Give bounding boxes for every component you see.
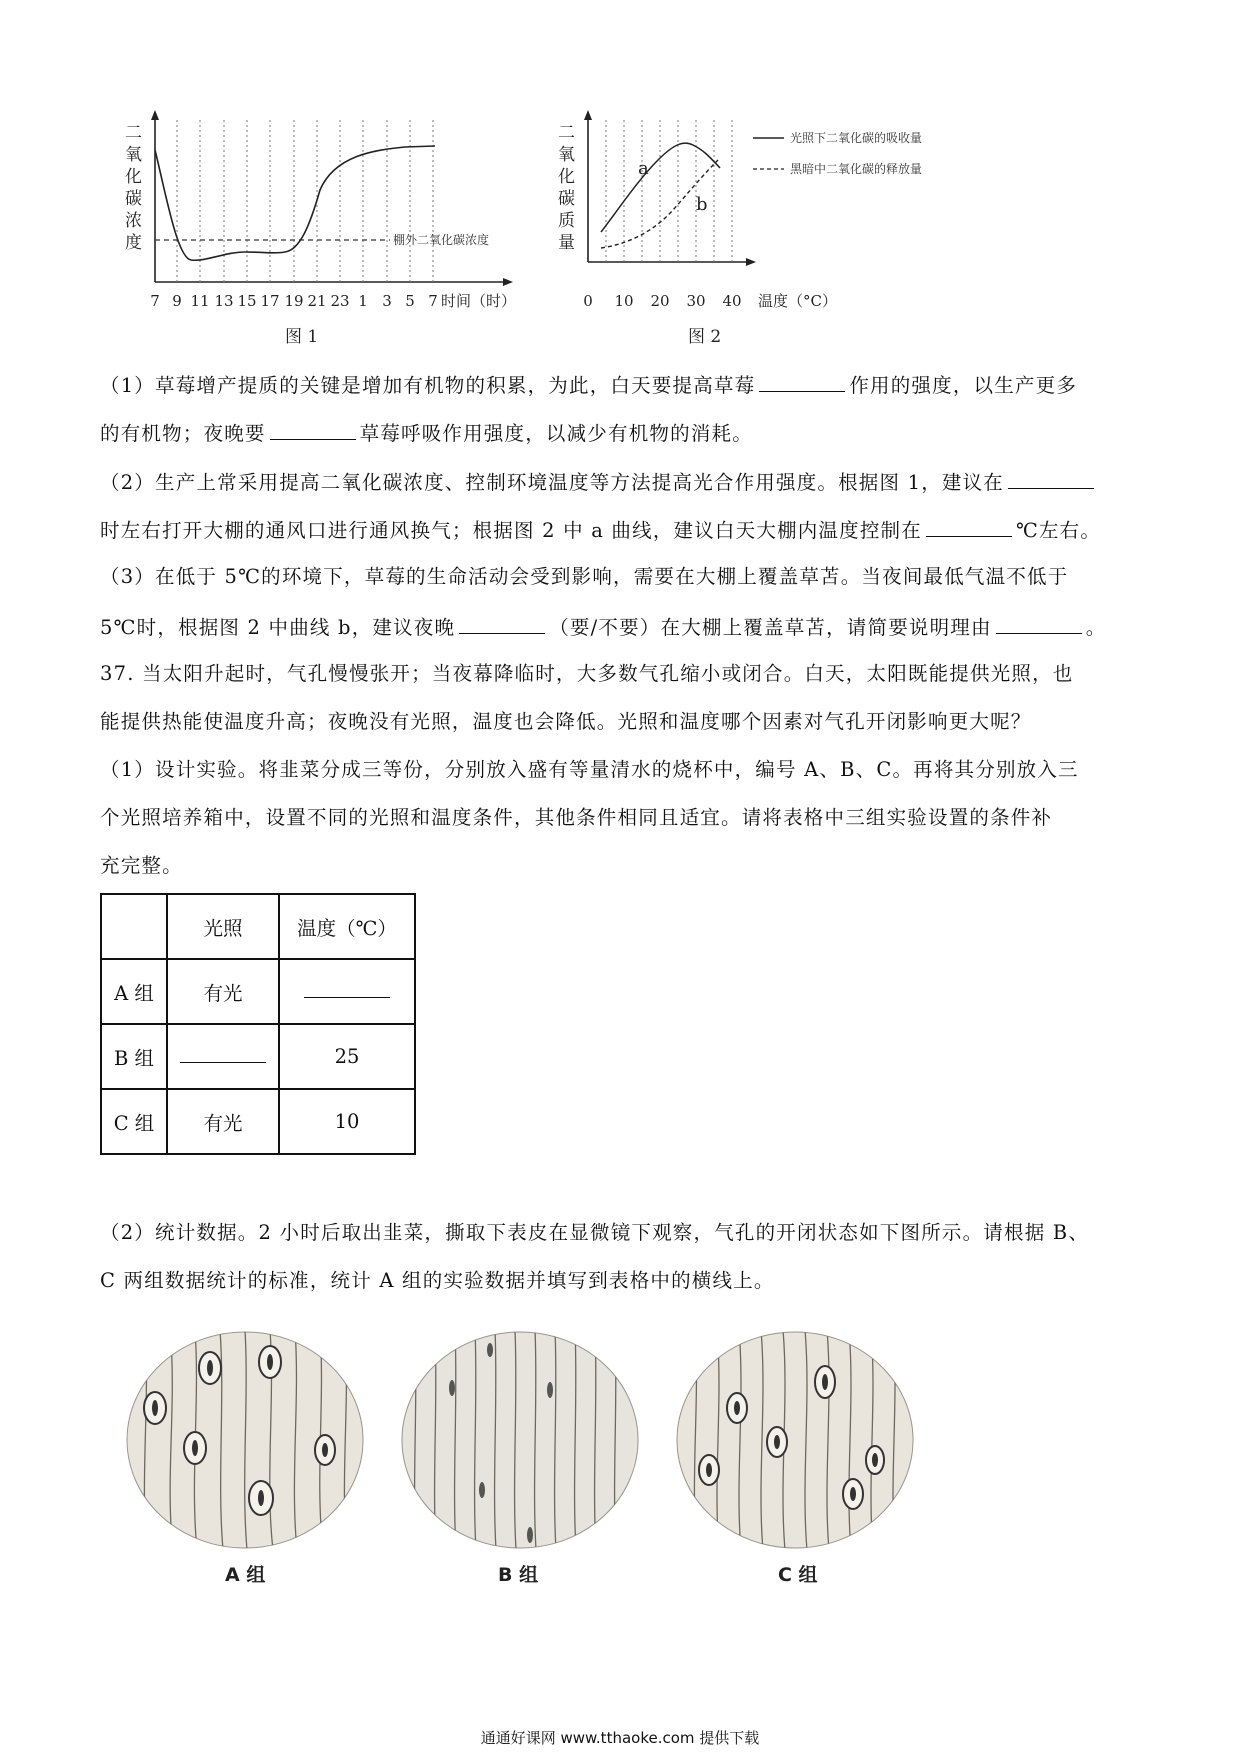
group-cell: A 组: [101, 959, 167, 1024]
figure-2-ylabel: [558, 123, 575, 253]
figure-1-xticks: [150, 292, 438, 310]
group-cell: B 组: [101, 1024, 167, 1089]
temp-cell[interactable]: [279, 959, 415, 1024]
figure-1-xtick: 7: [150, 292, 160, 310]
legend-solid: 光照下二氧化碳的吸收量: [790, 131, 923, 145]
table-row: [101, 1089, 415, 1154]
q37-intro-text-a: 37. 当太阳升起时，气孔慢慢张开；当夜幕降临时，大多数气孔缩小或闭合。白天，太阳既能提供光照，也: [100, 662, 1074, 685]
light-cell: 有光: [167, 1089, 279, 1154]
q36-p2-line1: [100, 470, 1140, 493]
figure-1-caption: 图 1: [285, 327, 319, 347]
q36-p1-line2: [100, 421, 1140, 444]
figure-2-xtick: 0: [583, 292, 593, 310]
q37-p1-line1: [100, 760, 1140, 780]
figure-1-xtick: 3: [382, 292, 392, 310]
curve-b-label: b: [696, 194, 708, 215]
micrograph-b-label: B 组: [498, 1564, 539, 1586]
figure-2-ylabel-char: 氧: [558, 145, 575, 165]
answer-blank[interactable]: [180, 1048, 266, 1063]
q37-p1-line2: [100, 808, 1140, 828]
figure-2-xunit: 温度（°C）: [758, 292, 837, 310]
figure-1-ylabel-char: 度: [125, 233, 142, 253]
table-header-row: [101, 894, 415, 959]
q36-p3-text-c: （要/不要）在大棚上覆盖草苫，请简要说明理由: [549, 616, 992, 639]
figure-1-xtick: 23: [330, 292, 350, 310]
q37-p2-line2: [100, 1271, 1140, 1291]
legend-dashed: 黑暗中二氧化碳的释放量: [790, 162, 923, 176]
experiment-table: [100, 893, 416, 1155]
q37-intro-line2: [100, 712, 1140, 732]
figure-2-chart: [558, 110, 978, 350]
figure-1-xtick: 19: [284, 292, 304, 310]
figure-2-ylabel-char: 化: [558, 167, 575, 187]
q37-p2-line1: [100, 1223, 1140, 1243]
figure-2-ylabel-char: 质: [558, 211, 575, 231]
figure-1: [125, 110, 545, 350]
light-cell: 有光: [167, 959, 279, 1024]
table-row: [101, 959, 415, 1024]
curve-a-label: a: [638, 158, 649, 179]
answer-blank[interactable]: [304, 983, 390, 998]
answer-blank[interactable]: [270, 421, 356, 440]
figure-1-xtick: 5: [405, 292, 415, 310]
figure-2-caption: 图 2: [688, 327, 722, 347]
q37-p2-text-b: C 两组数据统计的标准，统计 A 组的实验数据并填写到表格中的横线上。: [100, 1269, 775, 1292]
answer-blank[interactable]: [759, 373, 845, 392]
q37-intro-text-b: 能提供热能使温度升高；夜晚没有光照，温度也会降低。光照和温度哪个因素对气孔开闭影响更大呢？: [100, 710, 1032, 733]
figure-1-ylabel-char: 浓: [125, 211, 142, 231]
light-cell[interactable]: [167, 1024, 279, 1089]
answer-blank[interactable]: [459, 615, 545, 634]
q36-p2-text-c: ℃左右。: [1015, 519, 1102, 542]
q37-p2-text-a: （2）统计数据。2 小时后取出韭菜，撕取下表皮在显微镜下观察，气孔的开闭状态如下图所示。请根据 B、: [100, 1221, 1090, 1244]
page-footer: 通通好课网 www.tthaoke.com 提供下载: [480, 1729, 760, 1747]
q37-intro-line1: [100, 664, 1140, 684]
answer-blank[interactable]: [996, 615, 1082, 634]
q36-p3-text-b: 5℃时，根据图 2 中曲线 b，建议夜晚: [100, 616, 456, 639]
micrograph-c: [675, 1330, 915, 1554]
table-row: [101, 1024, 415, 1089]
figure-1-xtick: 17: [260, 292, 280, 310]
outside-co2-label: 棚外二氧化碳浓度: [393, 233, 490, 247]
figure-2-xtick: 10: [614, 292, 634, 310]
q36-p3-line1: [100, 567, 1140, 587]
answer-blank[interactable]: [926, 518, 1012, 537]
q36-p1-line1: [100, 373, 1140, 396]
q36-p1-text-d: 草莓呼吸作用强度，以减少有机物的消耗。: [359, 422, 753, 445]
q37-p1-text-a: （1）设计实验。将韭菜分成三等份，分别放入盛有等量清水的烧杯中，编号 A、B、C。再将其分别放入三: [100, 758, 1079, 781]
figure-2-ylabel-char: 量: [558, 233, 575, 253]
figure-2: [558, 110, 978, 350]
figure-2-ylabel-char: 碳: [558, 189, 575, 209]
q36-p1-text-b: 作用的强度，以生产更多: [849, 374, 1078, 397]
answer-blank[interactable]: [1008, 470, 1094, 489]
figure-1-xtick: 15: [237, 292, 257, 310]
figure-2-xtick: 40: [722, 292, 742, 310]
table-header-cell: 光照: [167, 894, 279, 959]
figure-1-ylabel: [125, 123, 142, 253]
figure-1-xunit: 时间（时）: [441, 292, 517, 310]
q36-p2-line2: [100, 518, 1140, 541]
q36-p1-text-a: （1）草莓增产提质的关键是增加有机物的积累，为此，白天要提高草莓: [100, 374, 756, 397]
temp-cell: 10: [279, 1089, 415, 1154]
q36-p2-text-a: （2）生产上常采用提高二氧化碳浓度、控制环境温度等方法提高光合作用强度。根据图 1，建议在: [100, 471, 1005, 494]
q36-p2-text-b: 时左右打开大棚的通风口进行通风换气；根据图 2 中 a 曲线，建议白天大棚内温度控制在: [100, 519, 922, 542]
q36-p1-text-c: 的有机物；夜晚要: [100, 422, 266, 445]
figure-1-ylabel-char: 碳: [125, 189, 142, 209]
micrograph-a: [125, 1330, 365, 1554]
figure-2-xtick: 20: [650, 292, 670, 310]
figure-1-xtick: 13: [214, 292, 234, 310]
figure-2-xticks: [583, 292, 741, 310]
figure-1-ylabel-char: 化: [125, 167, 142, 187]
micrograph-c-label: C 组: [778, 1564, 818, 1586]
table-header-cell: 温度（℃）: [279, 894, 415, 959]
q37-p1-text-b: 个光照培养箱中，设置不同的光照和温度条件，其他条件相同且适宜。请将表格中三组实验设置的条件补: [100, 806, 1053, 829]
figure-2-ylabel-char: 二: [558, 123, 575, 143]
q37-p1-line3: [100, 856, 1140, 876]
q37-p1-text-c: 充完整。: [100, 854, 183, 877]
figure-1-ylabel-char: 二: [125, 123, 142, 143]
figure-1-xtick: 21: [307, 292, 327, 310]
figure-1-xtick: 11: [190, 292, 210, 310]
figure-1-chart: [125, 110, 545, 350]
q36-p3-text-a: （3）在低于 5℃的环境下，草莓的生命活动会受到影响，需要在大棚上覆盖草苫。当夜间最低气温不低于: [100, 565, 1069, 588]
table-header-cell: [101, 894, 167, 959]
q36-p3-line2: [100, 615, 1140, 638]
q36-p3-text-d: 。: [1085, 616, 1107, 639]
group-cell: C 组: [101, 1089, 167, 1154]
figure-1-ylabel-char: 氧: [125, 145, 142, 165]
micrograph-b: [400, 1330, 640, 1554]
figure-1-xtick: 7: [428, 292, 438, 310]
figure-1-xtick: 1: [358, 292, 368, 310]
temp-cell: 25: [279, 1024, 415, 1089]
figure-2-xtick: 30: [686, 292, 706, 310]
micrograph-a-label: A 组: [225, 1564, 266, 1586]
figure-1-xtick: 9: [172, 292, 182, 310]
